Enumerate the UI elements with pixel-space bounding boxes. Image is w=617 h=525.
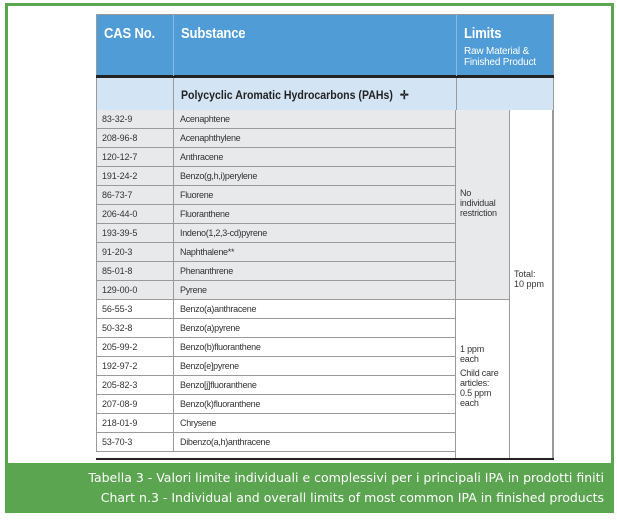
total-limit — [510, 110, 554, 458]
cas-number: 208-96-8 — [102, 133, 138, 143]
cas-number: 91-20-3 — [102, 247, 133, 257]
limit-group-no-restriction — [455, 110, 510, 300]
substance-name: Fluoranthene — [173, 205, 456, 223]
table-row — [96, 186, 455, 205]
cas-number: 56-55-3 — [102, 304, 133, 314]
cas-number: 192-97-2 — [102, 361, 138, 371]
cas-number: 120-12-7 — [102, 152, 138, 162]
caption-band — [5, 463, 614, 513]
limit-text-line: individual — [460, 198, 496, 208]
limit-text-line: No — [460, 188, 472, 198]
substance-name: Benzo[e]pyrene — [173, 357, 456, 375]
substance-name: Benzo(b)fluoranthene — [173, 338, 456, 356]
limit-text-line: each — [460, 354, 479, 364]
cas-number: 207-08-9 — [102, 399, 138, 409]
cas-number: 129-00-0 — [102, 285, 138, 295]
cas-number: 85-01-8 — [102, 266, 133, 276]
plus-icon: ✛ — [399, 88, 409, 102]
table-row — [96, 357, 455, 376]
substance-name: Benzo(g,h,i)perylene — [173, 167, 456, 185]
limit-text-line: 0.5 ppm — [460, 388, 492, 398]
table-row — [96, 224, 455, 243]
cas-number: 218-01-9 — [102, 418, 138, 428]
limit-text-line: Total: — [514, 269, 536, 279]
substance-name: Benzo(k)fluoranthene — [173, 395, 456, 413]
substance-name: Benzo[j]fluoranthene — [173, 376, 456, 394]
limit-text-line: 1 ppm — [460, 344, 485, 354]
substance-name: Pyrene — [173, 281, 456, 299]
table-row — [96, 395, 455, 414]
header-cas: CAS No. — [104, 26, 155, 42]
substance-name: Benzo(a)pyrene — [173, 319, 456, 337]
substance-name: Benzo(a)anthracene — [173, 300, 456, 318]
table-row — [96, 414, 455, 433]
limit-text-line: each — [460, 398, 479, 408]
substance-name: Chrysene — [173, 414, 456, 432]
limit-text-line: Child care — [460, 368, 499, 378]
limit-text-line: restriction — [460, 208, 497, 218]
section-label: Polycyclic Aromatic Hydrocarbons (PAHs) — [181, 88, 393, 102]
substance-name: Phenanthrene — [173, 262, 456, 280]
limit-group-1ppm — [455, 300, 510, 458]
cas-number: 83-32-9 — [102, 114, 133, 124]
table-row — [96, 319, 455, 338]
substance-name: Dibenzo(a,h)anthracene — [173, 433, 456, 451]
table-row — [96, 205, 455, 224]
table-row — [96, 338, 455, 357]
cas-number: 50-32-8 — [102, 323, 133, 333]
cas-number: 86-73-7 — [102, 190, 133, 200]
header-limits: Limits Raw Material & Finished Product — [456, 15, 554, 76]
table-row — [96, 300, 455, 319]
header-limits-subtitle: Raw Material & Finished Product — [464, 46, 536, 68]
table-row — [96, 281, 455, 300]
cas-number: 205-82-3 — [102, 380, 138, 390]
table-row — [96, 129, 455, 148]
caption-english: Chart n.3 - Individual and overall limits of most common IPA in finished products — [100, 490, 604, 505]
cas-number: 191-24-2 — [102, 171, 138, 181]
substance-name: Anthracene — [173, 148, 456, 166]
pah-limits-table — [96, 14, 554, 458]
caption-italian: Tabella 3 - Valori limite individuali e complessivi per i principali IPA in prodotti finiti — [88, 470, 604, 485]
table-row — [96, 376, 455, 395]
table-header — [96, 14, 554, 75]
limit-text-line: articles: — [460, 378, 490, 388]
substance-name: Fluorene — [173, 186, 456, 204]
table-body — [96, 110, 554, 458]
substance-name: Acenaphtene — [173, 110, 456, 128]
table-row — [96, 167, 455, 186]
cas-number: 53-70-3 — [102, 437, 133, 447]
table-row — [96, 433, 455, 452]
table-row — [96, 262, 455, 281]
limit-text-line: 10 ppm — [514, 279, 545, 289]
substance-name: Acenaphthylene — [173, 129, 456, 147]
section-row-pahs — [96, 78, 554, 110]
cas-number: 205-99-2 — [102, 342, 138, 352]
header-substance: Substance — [173, 15, 456, 76]
table-bottom-border — [96, 458, 554, 460]
cas-number: 193-39-5 — [102, 228, 138, 238]
substance-name: Indeno(1,2,3-cd)pyrene — [173, 224, 456, 242]
table-row — [96, 148, 455, 167]
table-row — [96, 243, 455, 262]
substance-name: Naphthalene** — [173, 243, 456, 261]
cas-number: 206-44-0 — [102, 209, 138, 219]
table-row — [96, 110, 455, 129]
